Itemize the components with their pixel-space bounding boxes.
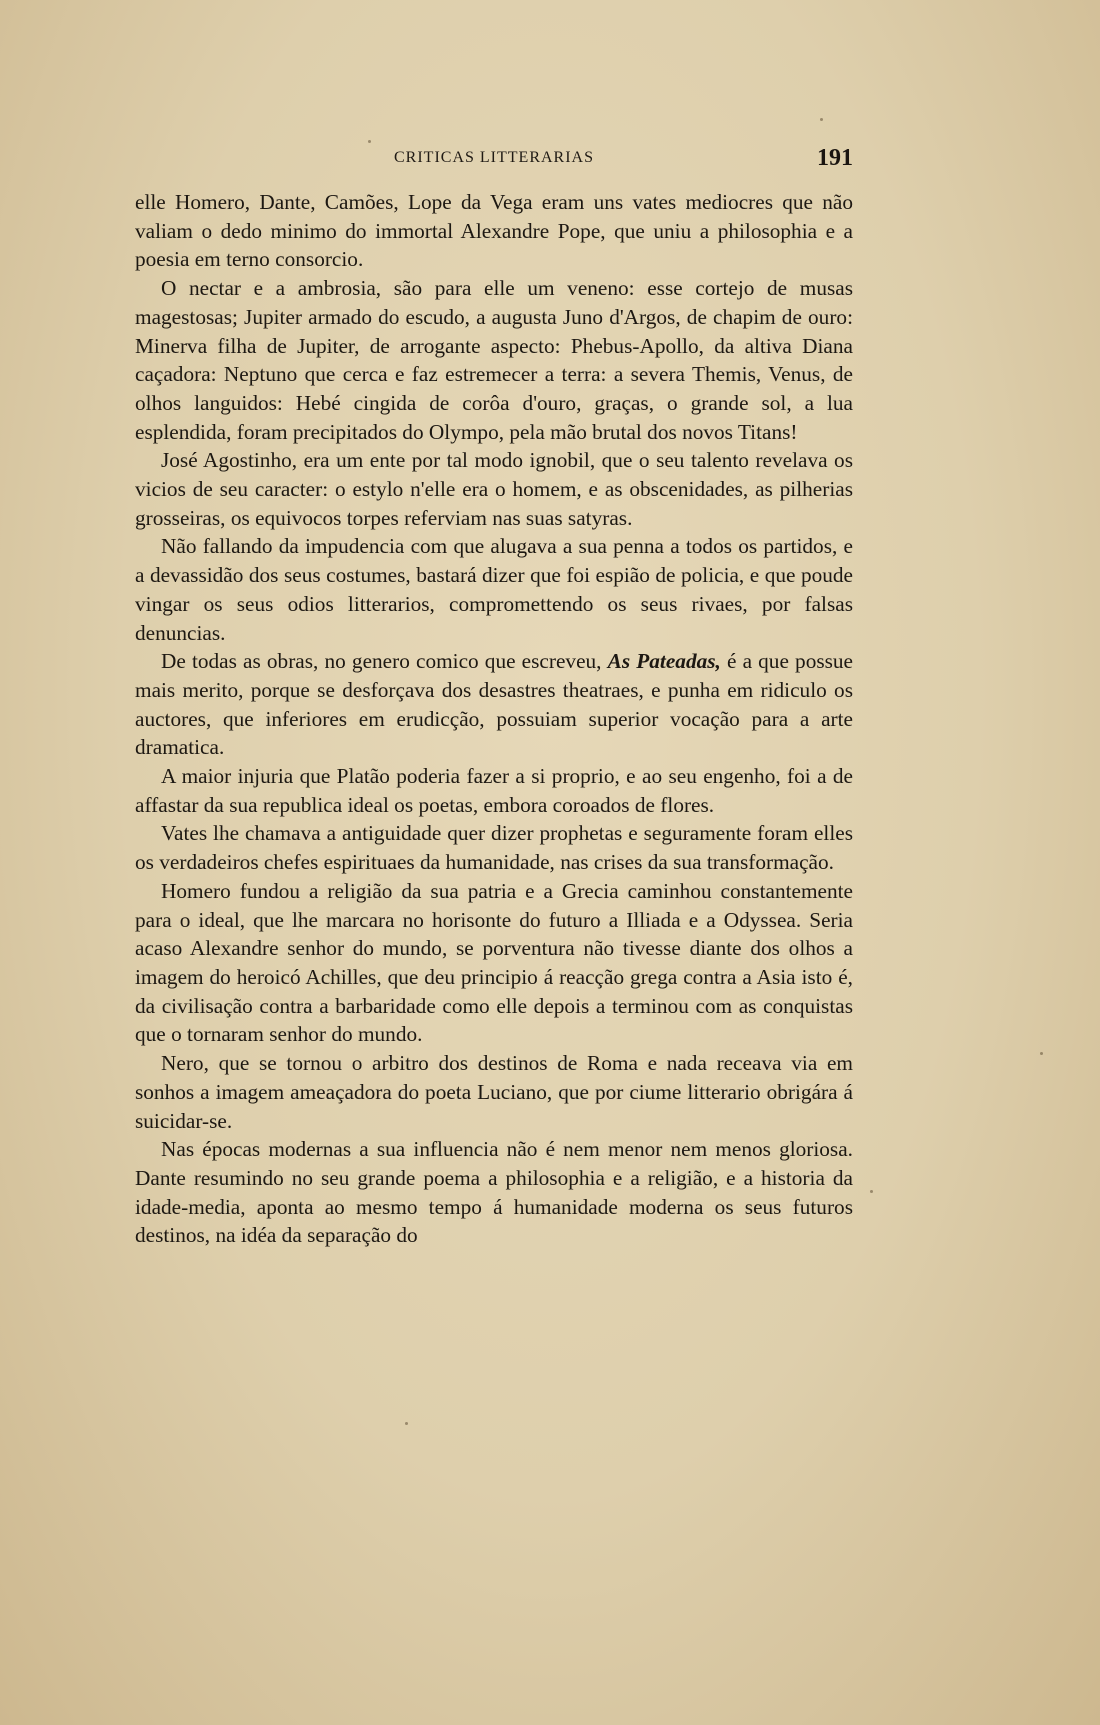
paragraph: Nero, que se tornou o arbitro dos destinos de Roma e nada receava via em sonhos a imagem ameaçadora do poeta Luciano, que por ciume litterario obrigára á suicidar-se. bbox=[135, 1051, 853, 1133]
paper-speck bbox=[1040, 1052, 1043, 1055]
page-number: 191 bbox=[817, 145, 853, 171]
paragraph: Não fallando da impudencia com que alugava a sua penna a todos os partidos, e a devassidão dos seus costumes, bastará dizer que foi espião de policia, e que poude vingar os seus odios litterarios, compromettendo os seus rivaes, por falsas denuncias. bbox=[135, 534, 853, 645]
paragraph: Vates lhe chamava a antiguidade quer dizer prophetas e seguramente foram elles os verdadeiros chefes espirituaes da humanidade, nas crises da sua transformação. bbox=[135, 821, 853, 875]
paragraph-text: é a que possue mais merito, porque se desforçava dos desastres theatraes, e punha em ridiculo os auctores, que inferiores em erudicção, possuiam superior vocação para a arte dramatica. bbox=[135, 649, 854, 760]
paragraph-text: De todas as obras, no genero comico que escreveu, bbox=[161, 649, 602, 674]
paragraph bbox=[135, 647, 853, 762]
body-text bbox=[135, 188, 853, 1250]
paper-speck bbox=[368, 140, 371, 143]
running-title: CRITICAS LITTERARIAS bbox=[394, 149, 594, 166]
paper-speck bbox=[405, 1422, 408, 1425]
paragraph: elle Homero, Dante, Camões, Lope da Vega eram uns vates mediocres que não valiam o dedo minimo do immortal Alexandre Pope, que uniu a philosophia e a poesia em terno consorcio. bbox=[135, 190, 853, 272]
paragraph: O nectar e a ambrosia, são para elle um veneno: esse cortejo de musas magestosas; Jupiter armado do escudo, a augusta Juno d'Argos, de chapim de ouro: Minerva filha de Jupiter, de arrogante aspecto: Phebus-Apollo, da altiva Diana caçadora: Neptuno que cerca e faz estremecer a terra: a severa Themis, Venus, de olhos languidos: Hebé cingida de corôa d'ouro, graças, o grande sol, a lua esplendida, foram precipitados do Olympo, pela mão brutal dos novos Titans! bbox=[135, 276, 853, 444]
paragraph: José Agostinho, era um ente por tal modo ignobil, que o seu talento revelava os vicios de seu caracter: o estylo n'elle era o homem, e as obscenidades, as pilherias grosseiras, os equivocos torpes referviam nas suas satyras. bbox=[135, 448, 853, 530]
paragraph: Homero fundou a religião da sua patria e a Grecia caminhou constantemente para o ideal, que lhe marcara no horisonte do futuro a Illiada e a Odyssea. Seria acaso Alexandre senhor do mundo, se porventura não tivesse diante dos olhos a imagem do heroicó Achilles, que deu principio á reacção grega contra a Asia isto é, da civilisação contra a barbaridade como elle depois a terminou com as conquistas que o tornaram senhor do mundo. bbox=[135, 878, 853, 1047]
paper-speck bbox=[870, 1190, 873, 1193]
paragraph: A maior injuria que Platão poderia fazer a si proprio, e ao seu engenho, foi a de affastar da sua republica ideal os poetas, embora coroados de flores. bbox=[135, 764, 853, 817]
paper-speck bbox=[820, 118, 823, 121]
paragraph: Nas épocas modernas a sua influencia não é nem menor nem menos gloriosa. Dante resumindo no seu grande poema a philosophia e a religião, e a historia da idade-media, aponta ao mesmo tempo á humanidade moderna os seus futuros destinos, na idéa da separação do bbox=[135, 1137, 853, 1248]
work-title-emphasis: As Pateadas, bbox=[607, 649, 721, 674]
page-header bbox=[135, 145, 853, 175]
